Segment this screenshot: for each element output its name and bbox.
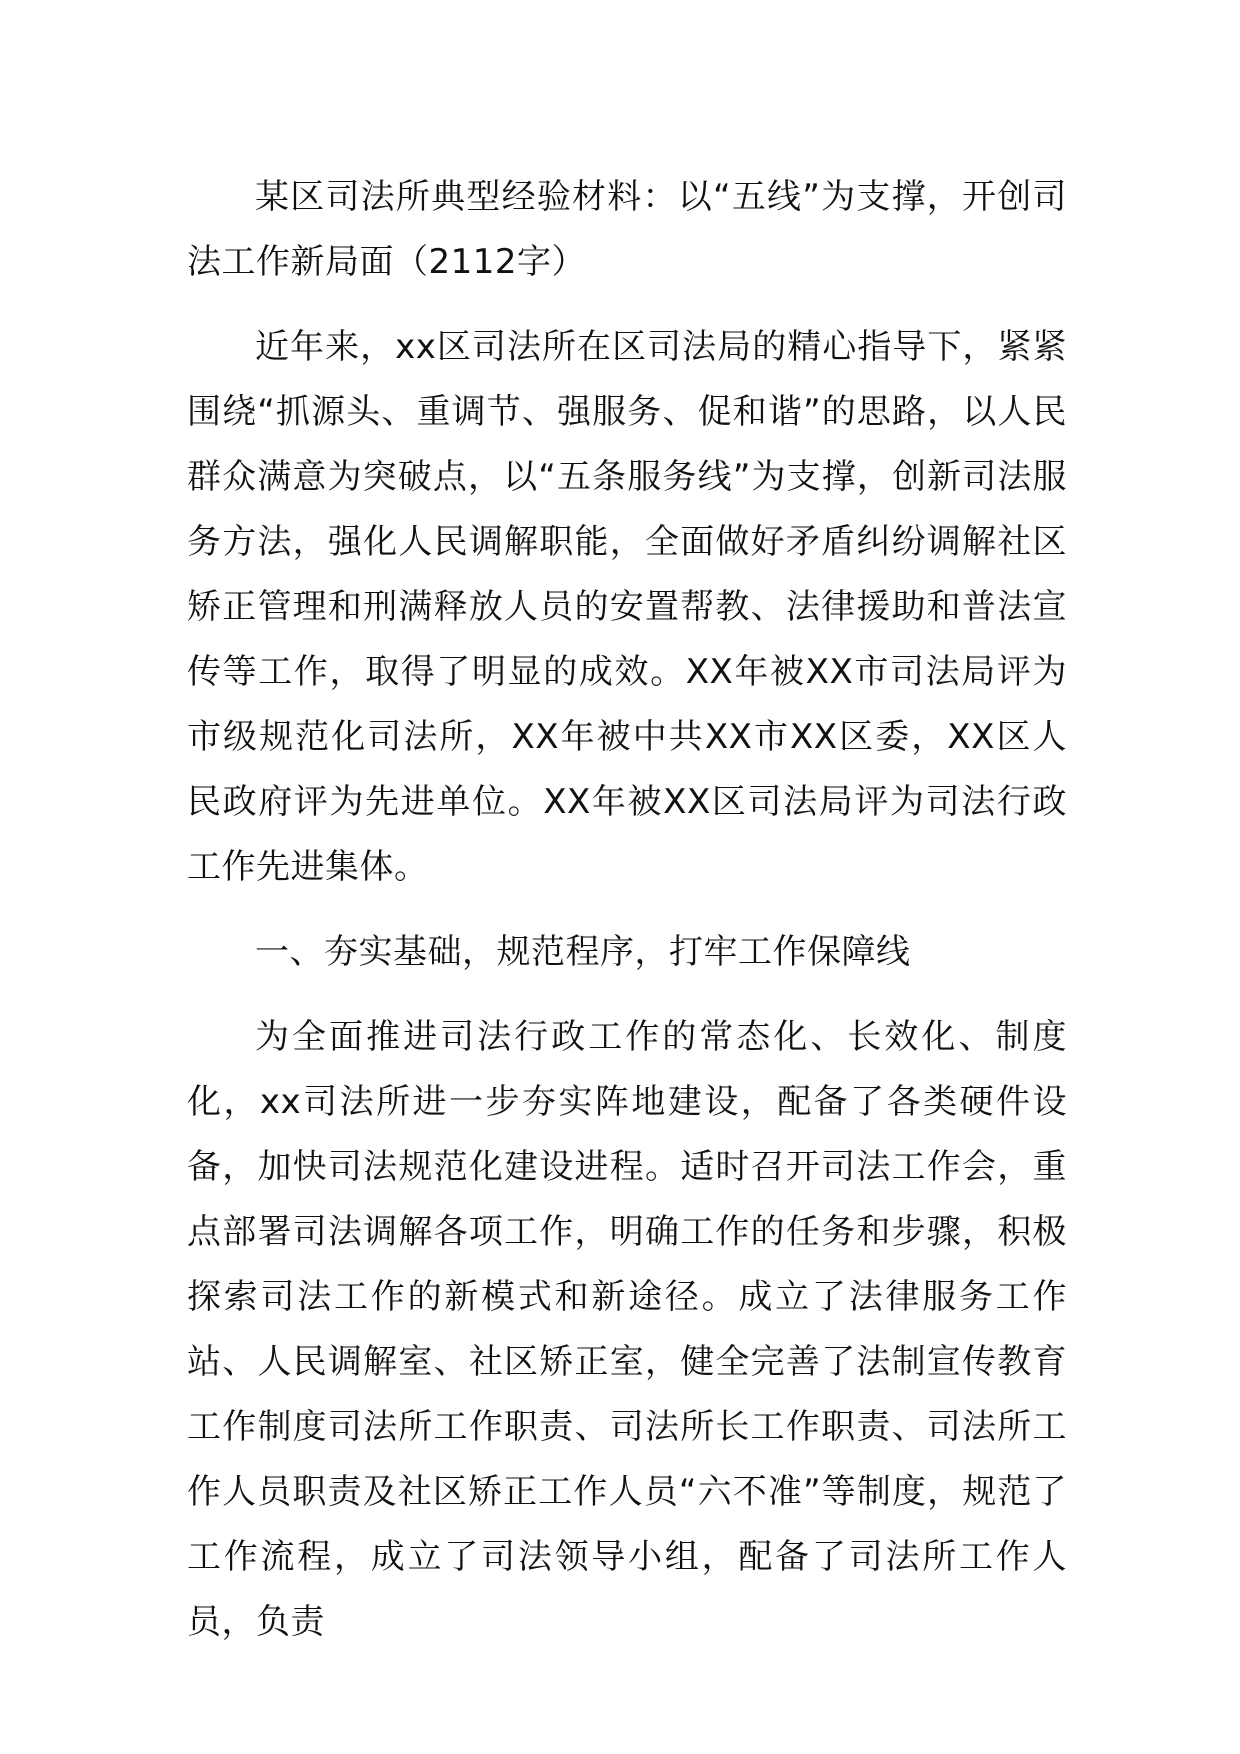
- intro-paragraph: 近年来，xx区司法所在区司法局的精心指导下，紧紧围绕“抓源头、重调节、强服务、促和谐”的思路，以人民群众满意为突破点，以“五条服务线”为支撑，创新司法服务方法，强化人民调解职能，全面做好矛盾纠纷调解社区矫正管理和刑满释放人员的安置帮教、法律援助和普法宣传等工作，取得了明显的成效。XX年被XX市司法局评为市级规范化司法所，XX年被中共XX市XX区委，XX区人民政府评为先进单位。XX年被XX区司法局评为司法行政工作先进集体。: [187, 327, 1067, 887]
- section-heading-1: 一、夯实基础，规范程序，打牢工作保障线: [255, 932, 911, 972]
- document-body: [187, 165, 1067, 1655]
- document-title: 某区司法所典型经验材料：以“五线”为支撑，开创司法工作新局面（2112字）: [187, 177, 1067, 282]
- section-1-paragraph: 为全面推进司法行政工作的常态化、长效化、制度化，xx司法所进一步夯实阵地建设，配备了各类硬件设备，加快司法规范化建设进程。适时召开司法工作会，重点部署司法调解各项工作，明确工作的任务和步骤，积极探索司法工作的新模式和新途径。成立了法律服务工作站、人民调解室、社区矫正室，健全完善了法制宣传教育工作制度司法所工作职责、司法所长工作职责、司法所工作人员职责及社区矫正工作人员“六不准”等制度，规范了工作流程，成立了司法领导小组，配备了司法所工作人员，负责: [187, 1017, 1067, 1642]
